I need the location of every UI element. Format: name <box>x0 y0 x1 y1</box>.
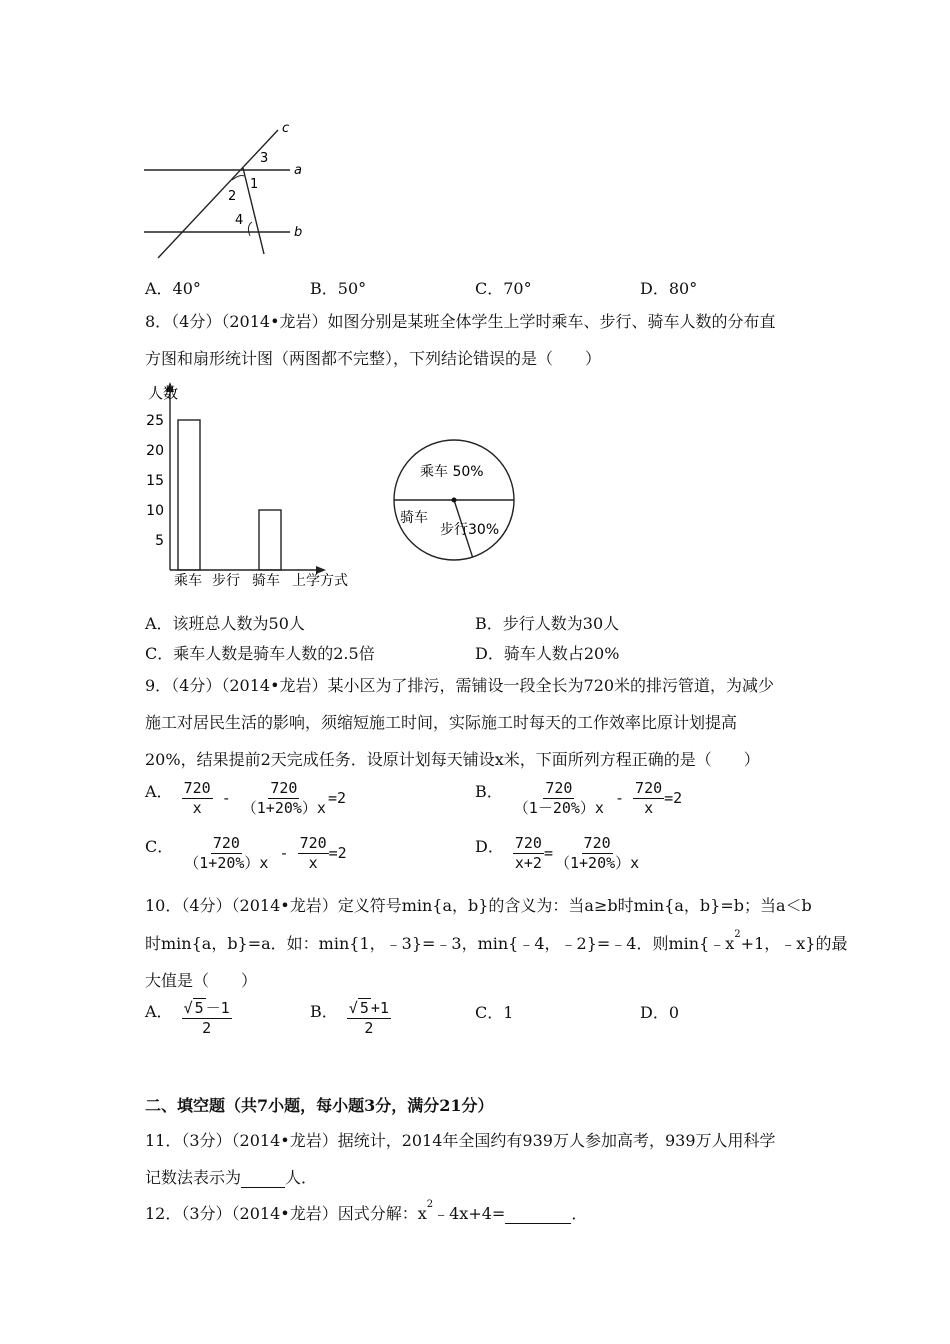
q7-option-d[interactable]: D．80° <box>640 279 698 298</box>
histogram-ytick-20: 20 <box>146 443 164 459</box>
q9-d-label: D． <box>475 837 504 856</box>
q9-c-frac2: $\frac{720}{x}$ <box>299 834 327 872</box>
q9-option-d[interactable]: D． $\frac{720}{x+2}$ = $\frac{720}{(1+20\%)x}$ <box>475 834 640 872</box>
q7-option-c[interactable]: C．70° <box>475 279 532 298</box>
q8-option-b[interactable]: B．步行人数为30人 <box>475 614 620 633</box>
histogram-ytick-10: 10 <box>146 503 164 519</box>
q7-option-a[interactable]: A．40° <box>145 279 201 298</box>
q9-option-b[interactable]: B． $\frac{720}{(1-20\%)x}$ - $\frac{720}{x}$ =2 <box>475 779 683 817</box>
q7-parallel-lines-figure <box>140 118 320 266</box>
label-a: a <box>294 163 302 178</box>
q10-b-frac: $\frac{√ 5 +1}{2}$ <box>348 999 389 1037</box>
pie-label-walk: 步行30% <box>440 522 500 538</box>
q9-c-label: C． <box>145 837 174 856</box>
label-4: 4 <box>235 213 244 228</box>
section2-heading: 二、填空题（共7小题，每小题3分，满分21分） <box>145 1096 494 1115</box>
q10-option-a[interactable] <box>145 999 232 1038</box>
q9-a-label: A． <box>145 782 173 801</box>
label-1: 1 <box>250 177 259 192</box>
histogram-category-0: 乘车 <box>174 573 202 589</box>
q11-text-line1: 11．（3分）（2014•龙岩）据统计，2014年全国约有939万人参加高考，939万人用科学 <box>145 1131 776 1150</box>
q7-option-b[interactable]: B．50° <box>310 279 367 298</box>
q11-text-line2: 记数法表示为 人． <box>145 1168 318 1187</box>
q9-option-c[interactable]: C． $\frac{720}{(1+20\%)x}$ - $\frac{720}{x}$ =2 <box>145 834 347 872</box>
q10-text-line1: 10．（4分）（2014•龙岩）定义符号min{a，b}的含义为：当a≥b时min{a，b}=b；当a＜b <box>145 896 812 915</box>
q9-b-label: B． <box>475 782 503 801</box>
q9-d-frac2: $\frac{720}{(1+20\%)x}$ <box>555 834 640 872</box>
histogram-ylabel: 人数 <box>148 384 179 402</box>
q9-text-line1: 9．（4分）（2014•龙岩）某小区为了排污，需铺设一段全长为720米的排污管道，为减少 <box>145 676 775 695</box>
q9-b-frac2: $\frac{720}{x}$ <box>635 779 663 817</box>
q9-text-line2: 施工对居民生活的影响，须缩短施工时间，实际施工时每天的工作效率比原计划提高 <box>145 713 738 732</box>
q10-option-d[interactable]: D．0 <box>640 1003 680 1022</box>
q10-option-c[interactable]: C．1 <box>475 1003 514 1022</box>
label-b: b <box>294 225 303 240</box>
pie-center-dot <box>452 498 457 503</box>
label-2: 2 <box>228 189 237 204</box>
q12-text-line1: 12．（3分）（2014•龙岩）因式分解：$x^2﹣4x+4=$ ． <box>145 1199 588 1223</box>
label-3: 3 <box>260 151 269 166</box>
label-c: c <box>282 121 290 136</box>
q8-option-c[interactable]: C．乘车人数是骑车人数的2.5倍 <box>145 644 375 663</box>
q8-text-line1: 8．（4分）（2014•龙岩）如图分别是某班全体学生上学时乘车、步行、骑车人数的分布直 <box>145 312 776 331</box>
q12-answer-blank[interactable] <box>505 1209 571 1224</box>
histogram-xlabel: 上学方式 <box>292 573 348 589</box>
q9-a-frac2: $\frac{720}{(1+20\%)x}$ <box>241 779 326 817</box>
histogram-ytick-5: 5 <box>155 533 164 549</box>
q8-option-a[interactable]: A．该班总人数为50人 <box>145 614 305 633</box>
pie-label-car: 乘车 50% <box>420 464 484 480</box>
histogram-ytick-15: 15 <box>146 473 164 489</box>
pie-label-bike: 骑车 <box>400 510 428 526</box>
q8-text-line2: 方图和扇形统计图（两图都不完整），下列结论错误的是（ ） <box>145 349 602 368</box>
q10-option-b[interactable] <box>310 999 391 1038</box>
q10-text-line2: 时min{a，b}=a．如：min{1，﹣3}=﹣3，min{﹣4，﹣2}=﹣4．则$\min\{﹣x^2+1$，﹣x}的最 <box>145 929 848 953</box>
histogram-bar-0 <box>178 420 200 570</box>
histogram-bar-2 <box>259 510 281 570</box>
q11-answer-blank[interactable] <box>241 1173 285 1188</box>
q9-option-a[interactable]: A． $\frac{720}{x}$ - $\frac{720}{(1+20\%)x}$ =2 <box>145 779 347 817</box>
q9-c-frac1: $\frac{720}{(1+20\%)x}$ <box>184 834 269 872</box>
q8-pie-chart <box>390 438 520 568</box>
q9-d-frac1: $\frac{720}{x+2}$ <box>514 834 542 872</box>
q10-b-label: B． <box>310 1002 338 1021</box>
q8-histogram <box>140 380 370 590</box>
histogram-category-1: 步行 <box>212 573 240 589</box>
histogram-category-2: 骑车 <box>252 573 280 589</box>
q9-a-frac1: $\frac{720}{x}$ <box>183 779 211 817</box>
histogram-ytick-25: 25 <box>146 413 164 429</box>
q10-a-frac: $\frac{√ 5 -1}{2}$ <box>183 999 230 1037</box>
q10-a-label: A． <box>145 1002 173 1021</box>
q10-text-line3: 大值是（ ） <box>145 971 258 990</box>
q9-text-line3: 20%，结果提前2天完成任务．设原计划每天铺设x米，下面所列方程正确的是（ ） <box>145 750 760 769</box>
q8-option-d[interactable]: D．骑车人数占20% <box>475 644 620 663</box>
q9-b-frac1: $\frac{720}{(1-20\%)x}$ <box>513 779 604 817</box>
